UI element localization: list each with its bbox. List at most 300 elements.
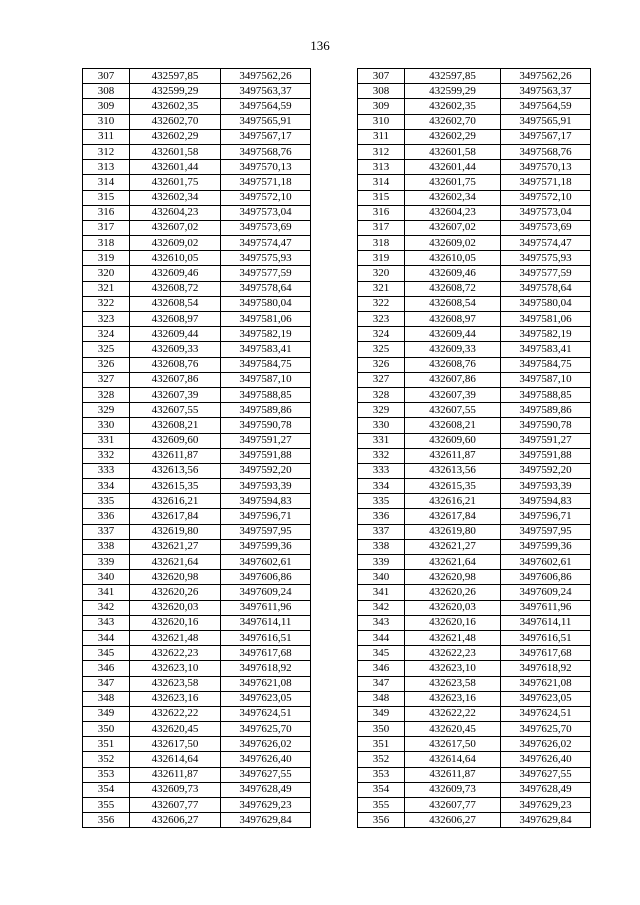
right-point-number-cell: 313 (358, 160, 405, 175)
left-x-coordinate-cell: 432602,34 (130, 190, 221, 205)
table-row (83, 722, 591, 737)
table-row (83, 372, 591, 387)
right-x-coordinate-cell: 432604,23 (405, 205, 501, 220)
left-y-coordinate-cell: 3497568,76 (221, 144, 311, 159)
right-y-coordinate-cell: 3497621,08 (501, 676, 591, 691)
left-point-number-cell: 338 (83, 539, 130, 554)
table-row (83, 69, 591, 84)
right-x-coordinate-cell: 432609,44 (405, 327, 501, 342)
right-x-coordinate-cell: 432602,70 (405, 114, 501, 129)
left-x-coordinate-cell: 432621,48 (130, 630, 221, 645)
table-row (83, 144, 591, 159)
left-point-number-cell: 332 (83, 448, 130, 463)
left-x-coordinate-cell: 432601,58 (130, 144, 221, 159)
right-point-number-cell: 353 (358, 767, 405, 782)
table-row (83, 403, 591, 418)
column-gap (311, 205, 358, 220)
table-row (83, 570, 591, 585)
right-x-coordinate-cell: 432620,16 (405, 615, 501, 630)
left-point-number-cell: 324 (83, 327, 130, 342)
column-gap (311, 342, 358, 357)
right-y-coordinate-cell: 3497594,83 (501, 494, 591, 509)
table-row (83, 312, 591, 327)
right-y-coordinate-cell: 3497624,51 (501, 706, 591, 721)
right-x-coordinate-cell: 432602,34 (405, 190, 501, 205)
left-point-number-cell: 325 (83, 342, 130, 357)
left-y-coordinate-cell: 3497574,47 (221, 236, 311, 251)
right-x-coordinate-cell: 432623,16 (405, 691, 501, 706)
right-x-coordinate-cell: 432607,55 (405, 403, 501, 418)
left-x-coordinate-cell: 432608,76 (130, 357, 221, 372)
right-x-coordinate-cell: 432621,64 (405, 555, 501, 570)
right-y-coordinate-cell: 3497564,59 (501, 99, 591, 114)
right-point-number-cell: 314 (358, 175, 405, 190)
right-x-coordinate-cell: 432613,56 (405, 463, 501, 478)
table-row (83, 782, 591, 797)
column-gap (311, 767, 358, 782)
column-gap (311, 752, 358, 767)
left-y-coordinate-cell: 3497621,08 (221, 676, 311, 691)
left-x-coordinate-cell: 432608,21 (130, 418, 221, 433)
right-x-coordinate-cell: 432607,39 (405, 387, 501, 402)
table-row (83, 84, 591, 99)
left-point-number-cell: 344 (83, 630, 130, 645)
right-point-number-cell: 334 (358, 479, 405, 494)
right-y-coordinate-cell: 3497599,36 (501, 539, 591, 554)
right-y-coordinate-cell: 3497570,13 (501, 160, 591, 175)
left-point-number-cell: 313 (83, 160, 130, 175)
column-gap (311, 706, 358, 721)
right-x-coordinate-cell: 432609,60 (405, 433, 501, 448)
right-y-coordinate-cell: 3497582,19 (501, 327, 591, 342)
left-x-coordinate-cell: 432622,23 (130, 646, 221, 661)
left-point-number-cell: 340 (83, 570, 130, 585)
right-point-number-cell: 323 (358, 312, 405, 327)
right-point-number-cell: 327 (358, 372, 405, 387)
left-point-number-cell: 342 (83, 600, 130, 615)
left-y-coordinate-cell: 3497590,78 (221, 418, 311, 433)
right-y-coordinate-cell: 3497589,86 (501, 403, 591, 418)
left-y-coordinate-cell: 3497567,17 (221, 129, 311, 144)
right-y-coordinate-cell: 3497584,75 (501, 357, 591, 372)
left-x-coordinate-cell: 432609,73 (130, 782, 221, 797)
left-x-coordinate-cell: 432607,77 (130, 798, 221, 813)
table-row (83, 661, 591, 676)
right-x-coordinate-cell: 432609,02 (405, 236, 501, 251)
table-row (83, 281, 591, 296)
right-x-coordinate-cell: 432620,03 (405, 600, 501, 615)
left-y-coordinate-cell: 3497562,26 (221, 69, 311, 84)
right-point-number-cell: 345 (358, 646, 405, 661)
left-point-number-cell: 345 (83, 646, 130, 661)
left-x-coordinate-cell: 432610,05 (130, 251, 221, 266)
left-y-coordinate-cell: 3497594,83 (221, 494, 311, 509)
left-y-coordinate-cell: 3497614,11 (221, 615, 311, 630)
right-point-number-cell: 315 (358, 190, 405, 205)
right-x-coordinate-cell: 432607,02 (405, 220, 501, 235)
left-y-coordinate-cell: 3497582,19 (221, 327, 311, 342)
left-y-coordinate-cell: 3497581,06 (221, 312, 311, 327)
left-point-number-cell: 309 (83, 99, 130, 114)
left-y-coordinate-cell: 3497628,49 (221, 782, 311, 797)
right-y-coordinate-cell: 3497606,86 (501, 570, 591, 585)
table-row (83, 190, 591, 205)
left-point-number-cell: 348 (83, 691, 130, 706)
left-x-coordinate-cell: 432620,03 (130, 600, 221, 615)
left-x-coordinate-cell: 432602,70 (130, 114, 221, 129)
left-x-coordinate-cell: 432602,35 (130, 99, 221, 114)
right-point-number-cell: 347 (358, 676, 405, 691)
right-y-coordinate-cell: 3497573,69 (501, 220, 591, 235)
right-y-coordinate-cell: 3497626,02 (501, 737, 591, 752)
right-point-number-cell: 339 (358, 555, 405, 570)
right-x-coordinate-cell: 432617,84 (405, 509, 501, 524)
right-y-coordinate-cell: 3497625,70 (501, 722, 591, 737)
left-y-coordinate-cell: 3497583,41 (221, 342, 311, 357)
left-x-coordinate-cell: 432609,60 (130, 433, 221, 448)
left-point-number-cell: 315 (83, 190, 130, 205)
left-x-coordinate-cell: 432623,16 (130, 691, 221, 706)
left-x-coordinate-cell: 432607,39 (130, 387, 221, 402)
table-row (83, 752, 591, 767)
right-x-coordinate-cell: 432597,85 (405, 69, 501, 84)
column-gap (311, 646, 358, 661)
left-x-coordinate-cell: 432613,56 (130, 463, 221, 478)
left-y-coordinate-cell: 3497563,37 (221, 84, 311, 99)
right-point-number-cell: 308 (358, 84, 405, 99)
left-point-number-cell: 322 (83, 296, 130, 311)
left-x-coordinate-cell: 432606,27 (130, 813, 221, 828)
right-x-coordinate-cell: 432614,64 (405, 752, 501, 767)
right-point-number-cell: 326 (358, 357, 405, 372)
right-point-number-cell: 333 (358, 463, 405, 478)
table-row (83, 342, 591, 357)
left-x-coordinate-cell: 432619,80 (130, 524, 221, 539)
column-gap (311, 615, 358, 630)
right-x-coordinate-cell: 432608,72 (405, 281, 501, 296)
left-point-number-cell: 352 (83, 752, 130, 767)
left-y-coordinate-cell: 3497564,59 (221, 99, 311, 114)
table-row (83, 357, 591, 372)
right-y-coordinate-cell: 3497616,51 (501, 630, 591, 645)
right-y-coordinate-cell: 3497597,95 (501, 524, 591, 539)
right-point-number-cell: 341 (358, 585, 405, 600)
table-row (83, 114, 591, 129)
right-y-coordinate-cell: 3497573,04 (501, 205, 591, 220)
column-gap (311, 509, 358, 524)
column-gap (311, 448, 358, 463)
left-x-coordinate-cell: 432601,75 (130, 175, 221, 190)
left-x-coordinate-cell: 432597,85 (130, 69, 221, 84)
right-y-coordinate-cell: 3497609,24 (501, 585, 591, 600)
left-y-coordinate-cell: 3497616,51 (221, 630, 311, 645)
left-point-number-cell: 308 (83, 84, 130, 99)
right-y-coordinate-cell: 3497593,39 (501, 479, 591, 494)
right-point-number-cell: 331 (358, 433, 405, 448)
column-gap (311, 661, 358, 676)
right-y-coordinate-cell: 3497568,76 (501, 144, 591, 159)
right-y-coordinate-cell: 3497565,91 (501, 114, 591, 129)
column-gap (311, 84, 358, 99)
right-point-number-cell: 310 (358, 114, 405, 129)
left-x-coordinate-cell: 432602,29 (130, 129, 221, 144)
left-point-number-cell: 316 (83, 205, 130, 220)
column-gap (311, 798, 358, 813)
right-point-number-cell: 320 (358, 266, 405, 281)
right-point-number-cell: 342 (358, 600, 405, 615)
right-y-coordinate-cell: 3497572,10 (501, 190, 591, 205)
column-gap (311, 69, 358, 84)
left-x-coordinate-cell: 432620,45 (130, 722, 221, 737)
column-gap (311, 251, 358, 266)
left-x-coordinate-cell: 432621,64 (130, 555, 221, 570)
column-gap (311, 99, 358, 114)
table-row (83, 524, 591, 539)
right-y-coordinate-cell: 3497623,05 (501, 691, 591, 706)
right-y-coordinate-cell: 3497581,06 (501, 312, 591, 327)
table-row (83, 539, 591, 554)
left-y-coordinate-cell: 3497588,85 (221, 387, 311, 402)
right-y-coordinate-cell: 3497627,55 (501, 767, 591, 782)
left-point-number-cell: 355 (83, 798, 130, 813)
left-y-coordinate-cell: 3497609,24 (221, 585, 311, 600)
page-number: 136 (310, 38, 330, 53)
column-gap (311, 266, 358, 281)
column-gap (311, 296, 358, 311)
right-point-number-cell: 354 (358, 782, 405, 797)
right-y-coordinate-cell: 3497614,11 (501, 615, 591, 630)
left-point-number-cell: 328 (83, 387, 130, 402)
right-y-coordinate-cell: 3497591,88 (501, 448, 591, 463)
column-gap (311, 175, 358, 190)
left-y-coordinate-cell: 3497572,10 (221, 190, 311, 205)
right-x-coordinate-cell: 432609,73 (405, 782, 501, 797)
left-y-coordinate-cell: 3497592,20 (221, 463, 311, 478)
left-x-coordinate-cell: 432620,98 (130, 570, 221, 585)
right-point-number-cell: 338 (358, 539, 405, 554)
left-point-number-cell: 321 (83, 281, 130, 296)
left-point-number-cell: 336 (83, 509, 130, 524)
table-row (83, 236, 591, 251)
column-gap (311, 327, 358, 342)
right-y-coordinate-cell: 3497575,93 (501, 251, 591, 266)
table-row (83, 555, 591, 570)
right-x-coordinate-cell: 432615,35 (405, 479, 501, 494)
right-point-number-cell: 346 (358, 661, 405, 676)
left-y-coordinate-cell: 3497591,88 (221, 448, 311, 463)
right-x-coordinate-cell: 432619,80 (405, 524, 501, 539)
right-x-coordinate-cell: 432611,87 (405, 767, 501, 782)
left-point-number-cell: 349 (83, 706, 130, 721)
column-gap (311, 570, 358, 585)
left-y-coordinate-cell: 3497624,51 (221, 706, 311, 721)
right-x-coordinate-cell: 432611,87 (405, 448, 501, 463)
left-x-coordinate-cell: 432622,22 (130, 706, 221, 721)
left-x-coordinate-cell: 432599,29 (130, 84, 221, 99)
left-point-number-cell: 351 (83, 737, 130, 752)
left-y-coordinate-cell: 3497618,92 (221, 661, 311, 676)
right-point-number-cell: 355 (358, 798, 405, 813)
left-x-coordinate-cell: 432608,72 (130, 281, 221, 296)
left-x-coordinate-cell: 432611,87 (130, 767, 221, 782)
column-gap (311, 403, 358, 418)
right-y-coordinate-cell: 3497580,04 (501, 296, 591, 311)
left-x-coordinate-cell: 432620,16 (130, 615, 221, 630)
table-row (83, 251, 591, 266)
right-y-coordinate-cell: 3497583,41 (501, 342, 591, 357)
table-row (83, 494, 591, 509)
left-point-number-cell: 339 (83, 555, 130, 570)
right-x-coordinate-cell: 432608,97 (405, 312, 501, 327)
right-y-coordinate-cell: 3497629,84 (501, 813, 591, 828)
left-point-number-cell: 312 (83, 144, 130, 159)
right-point-number-cell: 324 (358, 327, 405, 342)
right-point-number-cell: 348 (358, 691, 405, 706)
right-x-coordinate-cell: 432606,27 (405, 813, 501, 828)
left-y-coordinate-cell: 3497626,02 (221, 737, 311, 752)
table-row (83, 448, 591, 463)
left-point-number-cell: 311 (83, 129, 130, 144)
table-row (83, 479, 591, 494)
right-point-number-cell: 317 (358, 220, 405, 235)
right-point-number-cell: 350 (358, 722, 405, 737)
left-point-number-cell: 331 (83, 433, 130, 448)
right-x-coordinate-cell: 432623,58 (405, 676, 501, 691)
column-gap (311, 676, 358, 691)
right-x-coordinate-cell: 432608,76 (405, 357, 501, 372)
left-point-number-cell: 307 (83, 69, 130, 84)
right-point-number-cell: 322 (358, 296, 405, 311)
column-gap (311, 585, 358, 600)
left-point-number-cell: 314 (83, 175, 130, 190)
right-y-coordinate-cell: 3497588,85 (501, 387, 591, 402)
column-gap (311, 433, 358, 448)
right-y-coordinate-cell: 3497563,37 (501, 84, 591, 99)
right-point-number-cell: 312 (358, 144, 405, 159)
right-point-number-cell: 335 (358, 494, 405, 509)
right-x-coordinate-cell: 432601,75 (405, 175, 501, 190)
right-x-coordinate-cell: 432623,10 (405, 661, 501, 676)
right-x-coordinate-cell: 432602,29 (405, 129, 501, 144)
right-y-coordinate-cell: 3497567,17 (501, 129, 591, 144)
right-x-coordinate-cell: 432602,35 (405, 99, 501, 114)
left-y-coordinate-cell: 3497591,27 (221, 433, 311, 448)
right-y-coordinate-cell: 3497571,18 (501, 175, 591, 190)
right-x-coordinate-cell: 432608,21 (405, 418, 501, 433)
right-y-coordinate-cell: 3497578,64 (501, 281, 591, 296)
column-gap (311, 630, 358, 645)
left-x-coordinate-cell: 432604,23 (130, 205, 221, 220)
left-point-number-cell: 343 (83, 615, 130, 630)
left-y-coordinate-cell: 3497570,13 (221, 160, 311, 175)
table-row (83, 433, 591, 448)
column-gap (311, 782, 358, 797)
left-y-coordinate-cell: 3497593,39 (221, 479, 311, 494)
left-y-coordinate-cell: 3497573,69 (221, 220, 311, 235)
left-x-coordinate-cell: 432608,54 (130, 296, 221, 311)
left-point-number-cell: 329 (83, 403, 130, 418)
left-point-number-cell: 346 (83, 661, 130, 676)
left-point-number-cell: 327 (83, 372, 130, 387)
right-x-coordinate-cell: 432616,21 (405, 494, 501, 509)
right-x-coordinate-cell: 432620,45 (405, 722, 501, 737)
left-y-coordinate-cell: 3497571,18 (221, 175, 311, 190)
right-x-coordinate-cell: 432621,48 (405, 630, 501, 645)
left-point-number-cell: 318 (83, 236, 130, 251)
right-y-coordinate-cell: 3497590,78 (501, 418, 591, 433)
right-point-number-cell: 321 (358, 281, 405, 296)
table-row (83, 327, 591, 342)
left-x-coordinate-cell: 432621,27 (130, 539, 221, 554)
left-y-coordinate-cell: 3497589,86 (221, 403, 311, 418)
right-y-coordinate-cell: 3497617,68 (501, 646, 591, 661)
right-point-number-cell: 325 (358, 342, 405, 357)
column-gap (311, 372, 358, 387)
right-x-coordinate-cell: 432620,98 (405, 570, 501, 585)
table-row (83, 296, 591, 311)
left-x-coordinate-cell: 432607,86 (130, 372, 221, 387)
right-y-coordinate-cell: 3497592,20 (501, 463, 591, 478)
right-point-number-cell: 330 (358, 418, 405, 433)
right-point-number-cell: 307 (358, 69, 405, 84)
column-gap (311, 539, 358, 554)
right-y-coordinate-cell: 3497591,27 (501, 433, 591, 448)
left-y-coordinate-cell: 3497597,95 (221, 524, 311, 539)
column-gap (311, 737, 358, 752)
column-gap (311, 144, 358, 159)
left-x-coordinate-cell: 432609,46 (130, 266, 221, 281)
left-point-number-cell: 334 (83, 479, 130, 494)
left-y-coordinate-cell: 3497596,71 (221, 509, 311, 524)
right-y-coordinate-cell: 3497611,96 (501, 600, 591, 615)
left-x-coordinate-cell: 432616,21 (130, 494, 221, 509)
left-point-number-cell: 335 (83, 494, 130, 509)
right-x-coordinate-cell: 432607,86 (405, 372, 501, 387)
column-gap (311, 387, 358, 402)
right-y-coordinate-cell: 3497618,92 (501, 661, 591, 676)
table-row (83, 99, 591, 114)
column-gap (311, 160, 358, 175)
left-y-coordinate-cell: 3497587,10 (221, 372, 311, 387)
left-y-coordinate-cell: 3497611,96 (221, 600, 311, 615)
table-row (83, 798, 591, 813)
left-y-coordinate-cell: 3497625,70 (221, 722, 311, 737)
right-y-coordinate-cell: 3497626,40 (501, 752, 591, 767)
left-y-coordinate-cell: 3497573,04 (221, 205, 311, 220)
right-point-number-cell: 351 (358, 737, 405, 752)
left-x-coordinate-cell: 432617,50 (130, 737, 221, 752)
table-row (83, 129, 591, 144)
table-row (83, 160, 591, 175)
column-gap (311, 463, 358, 478)
left-x-coordinate-cell: 432601,44 (130, 160, 221, 175)
right-point-number-cell: 340 (358, 570, 405, 585)
left-y-coordinate-cell: 3497627,55 (221, 767, 311, 782)
right-x-coordinate-cell: 432617,50 (405, 737, 501, 752)
right-x-coordinate-cell: 432621,27 (405, 539, 501, 554)
table-row (83, 266, 591, 281)
table-row (83, 463, 591, 478)
column-gap (311, 555, 358, 570)
right-x-coordinate-cell: 432601,44 (405, 160, 501, 175)
left-y-coordinate-cell: 3497575,93 (221, 251, 311, 266)
left-point-number-cell: 326 (83, 357, 130, 372)
table-row (83, 813, 591, 828)
column-gap (311, 357, 358, 372)
left-x-coordinate-cell: 432617,84 (130, 509, 221, 524)
left-point-number-cell: 320 (83, 266, 130, 281)
left-y-coordinate-cell: 3497629,84 (221, 813, 311, 828)
